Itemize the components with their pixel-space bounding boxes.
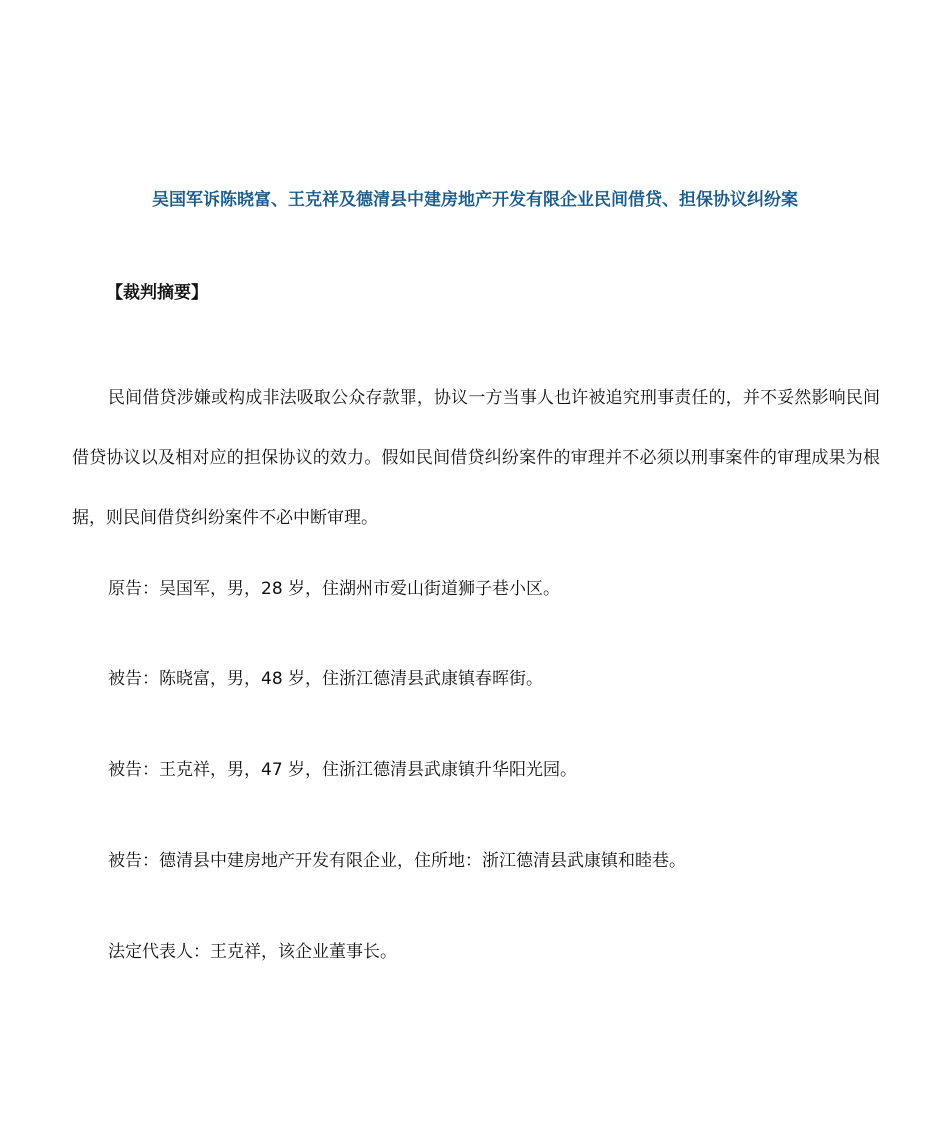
document-title: 吴国军诉陈晓富、王克祥及德清县中建房地产开发有限企业民间借贷、担保协议纠纷案 bbox=[152, 190, 798, 210]
summary-heading: 【裁判摘要】 bbox=[106, 283, 208, 303]
legal-representative: 法定代表人：王克祥，该企业董事长。 bbox=[108, 942, 397, 962]
summary-paragraph: 民间借贷涉嫌或构成非法吸取公众存款罪，协议一方当事人也许被追究刑事责任的，并不妥然影响民间借贷协议以及相对应的担保协议的效力。假如民间借贷纠纷案件的审理并不必须以刑事案件的审理成果为根据，则民间借贷纠纷案件不必中断审理。 bbox=[72, 388, 880, 528]
party-defendant-1: 被告：陈晓富，男，48 岁，住浙江德清县武康镇春晖街。 bbox=[108, 669, 544, 689]
party-plaintiff: 原告：吴国军，男，28 岁，住湖州市爱山街道狮子巷小区。 bbox=[108, 579, 561, 599]
party-defendant-2: 被告：王克祥，男，47 岁，住浙江德清县武康镇升华阳光园。 bbox=[108, 760, 578, 780]
party-defendant-3: 被告：德清县中建房地产开发有限企业，住所地：浙江德清县武康镇和睦巷。 bbox=[108, 851, 686, 871]
